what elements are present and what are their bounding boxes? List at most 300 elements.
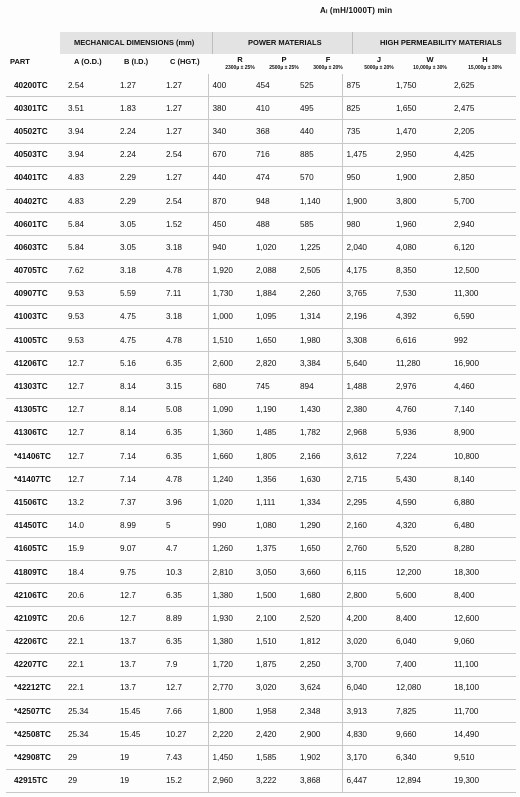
cell-a-od: 12.7 (64, 421, 116, 444)
cell-c-hgt: 7.66 (162, 700, 208, 723)
cell-part: 41306TC (6, 421, 64, 444)
cell-al-w: 1,650 (392, 97, 450, 120)
cell-al-h: 12,600 (450, 607, 516, 630)
cell-al-j: 950 (342, 166, 392, 189)
cell-al-p: 745 (252, 375, 296, 398)
cell-part: 42206TC (6, 630, 64, 653)
cell-part: 41605TC (6, 537, 64, 560)
cell-al-h: 4,460 (450, 375, 516, 398)
cell-al-h: 18,300 (450, 560, 516, 583)
cell-c-hgt: 15.2 (162, 769, 208, 792)
cell-al-f: 1,334 (296, 491, 342, 514)
table-row (6, 375, 516, 398)
cell-c-hgt: 1.27 (162, 97, 208, 120)
cell-al-j: 2,800 (342, 584, 392, 607)
cell-al-j: 3,765 (342, 282, 392, 305)
cell-b-id: 3.18 (116, 259, 162, 282)
col-header-j (358, 56, 400, 72)
group-mechanical: MECHANICAL DIMENSIONS (mm) (74, 38, 195, 47)
cell-al-j: 3,020 (342, 630, 392, 653)
cell-part: *42908TC (6, 746, 64, 769)
cell-b-id: 3.05 (116, 236, 162, 259)
cell-b-id: 2.29 (116, 166, 162, 189)
cell-al-j: 875 (342, 74, 392, 97)
col-letter: R (237, 55, 243, 64)
cell-a-od: 29 (64, 769, 116, 792)
cell-al-r: 2,220 (208, 723, 252, 746)
cell-a-od: 9.53 (64, 282, 116, 305)
cell-part: 42915TC (6, 769, 64, 792)
cell-al-w: 1,470 (392, 120, 450, 143)
cell-al-j: 1,900 (342, 189, 392, 212)
cell-al-f: 1,314 (296, 305, 342, 328)
cell-part: 42106TC (6, 584, 64, 607)
cell-al-p: 1,585 (252, 746, 296, 769)
cell-b-id: 8.14 (116, 421, 162, 444)
cell-part: 40502TC (6, 120, 64, 143)
table-row (6, 746, 516, 769)
cell-al-p: 454 (252, 74, 296, 97)
cell-a-od: 7.62 (64, 259, 116, 282)
cell-al-w: 6,340 (392, 746, 450, 769)
cell-c-hgt: 3.18 (162, 305, 208, 328)
cell-al-h: 19,300 (450, 769, 516, 792)
cell-al-r: 1,000 (208, 305, 252, 328)
table-row (6, 143, 516, 166)
al-title: Aₗ (mH/1000T) min (320, 6, 393, 15)
cell-c-hgt: 1.27 (162, 166, 208, 189)
cell-c-hgt: 4.78 (162, 259, 208, 282)
cell-c-hgt: 12.7 (162, 676, 208, 699)
cell-al-r: 1,660 (208, 445, 252, 468)
col-header-w (408, 56, 452, 72)
table-row (6, 213, 516, 236)
cell-al-j: 2,380 (342, 398, 392, 421)
cell-al-f: 2,348 (296, 700, 342, 723)
cell-al-p: 488 (252, 213, 296, 236)
cell-a-od: 5.84 (64, 213, 116, 236)
cell-al-j: 3,913 (342, 700, 392, 723)
cell-al-w: 3,800 (392, 189, 450, 212)
cell-al-h: 10,800 (450, 445, 516, 468)
cell-c-hgt: 3.15 (162, 375, 208, 398)
cell-al-h: 6,590 (450, 305, 516, 328)
cell-part: 40603TC (6, 236, 64, 259)
cell-al-p: 1,080 (252, 514, 296, 537)
cell-a-od: 25.34 (64, 723, 116, 746)
cell-al-f: 1,902 (296, 746, 342, 769)
cell-al-r: 1,510 (208, 329, 252, 352)
cell-al-w: 5,520 (392, 537, 450, 560)
table-row (6, 74, 516, 97)
cell-al-p: 1,500 (252, 584, 296, 607)
cell-part: 41206TC (6, 352, 64, 375)
cell-c-hgt: 8.89 (162, 607, 208, 630)
cell-part: 40200TC (6, 74, 64, 97)
table-row (6, 468, 516, 491)
cell-al-h: 6,120 (450, 236, 516, 259)
col-letter: F (325, 55, 331, 64)
cell-al-p: 1,375 (252, 537, 296, 560)
cell-al-p: 3,050 (252, 560, 296, 583)
cell-b-id: 7.14 (116, 468, 162, 491)
cell-a-od: 3.51 (64, 97, 116, 120)
cell-al-j: 1,475 (342, 143, 392, 166)
cell-al-f: 894 (296, 375, 342, 398)
col-letter: J (376, 55, 382, 64)
table-row (6, 236, 516, 259)
cell-al-h: 14,490 (450, 723, 516, 746)
cell-al-j: 6,447 (342, 769, 392, 792)
cell-al-h: 5,700 (450, 189, 516, 212)
cell-al-f: 1,782 (296, 421, 342, 444)
table-row (6, 305, 516, 328)
col-header-p (264, 56, 304, 72)
cell-al-r: 990 (208, 514, 252, 537)
cell-al-j: 3,308 (342, 329, 392, 352)
col-header-part: PART (10, 57, 30, 66)
cell-b-id: 12.7 (116, 584, 162, 607)
cell-al-p: 1,485 (252, 421, 296, 444)
cell-c-hgt: 6.35 (162, 421, 208, 444)
cell-a-od: 15.9 (64, 537, 116, 560)
cell-c-hgt: 4.78 (162, 468, 208, 491)
cell-al-j: 3,700 (342, 653, 392, 676)
cell-al-r: 1,090 (208, 398, 252, 421)
table-row (6, 630, 516, 653)
cell-b-id: 19 (116, 746, 162, 769)
cell-c-hgt: 5.08 (162, 398, 208, 421)
cell-part: 40601TC (6, 213, 64, 236)
col-header-a: A (O.D.) (74, 57, 102, 66)
cell-c-hgt: 10.3 (162, 560, 208, 583)
col-header-f (308, 56, 348, 72)
table-row (6, 166, 516, 189)
cell-al-f: 885 (296, 143, 342, 166)
cell-al-h: 992 (450, 329, 516, 352)
cell-a-od: 2.54 (64, 74, 116, 97)
cell-al-h: 7,140 (450, 398, 516, 421)
table-row (6, 491, 516, 514)
cell-al-j: 4,175 (342, 259, 392, 282)
cell-al-p: 3,222 (252, 769, 296, 792)
cell-al-w: 2,950 (392, 143, 450, 166)
table-row (6, 723, 516, 746)
cell-b-id: 13.7 (116, 653, 162, 676)
cell-al-p: 1,095 (252, 305, 296, 328)
cell-al-p: 2,420 (252, 723, 296, 746)
table-row (6, 329, 516, 352)
cell-al-w: 4,760 (392, 398, 450, 421)
col-perm: 5000µ ± 20% (364, 65, 394, 71)
cell-al-w: 6,040 (392, 630, 450, 653)
cell-b-id: 8.14 (116, 375, 162, 398)
cell-a-od: 4.83 (64, 189, 116, 212)
cell-al-p: 1,510 (252, 630, 296, 653)
cell-al-j: 825 (342, 97, 392, 120)
cell-al-p: 410 (252, 97, 296, 120)
cell-al-h: 2,205 (450, 120, 516, 143)
cell-b-id: 15.45 (116, 723, 162, 746)
cell-al-h: 12,500 (450, 259, 516, 282)
cell-al-p: 1,650 (252, 329, 296, 352)
cell-al-p: 2,100 (252, 607, 296, 630)
cell-part: 41506TC (6, 491, 64, 514)
cell-al-r: 1,450 (208, 746, 252, 769)
cell-al-r: 450 (208, 213, 252, 236)
cell-al-r: 1,720 (208, 653, 252, 676)
cell-al-w: 4,392 (392, 305, 450, 328)
cell-c-hgt: 6.35 (162, 630, 208, 653)
cell-al-f: 2,250 (296, 653, 342, 676)
table-row (6, 352, 516, 375)
cell-al-j: 1,488 (342, 375, 392, 398)
cell-c-hgt: 1.27 (162, 74, 208, 97)
table-row (6, 97, 516, 120)
cell-al-p: 1,884 (252, 282, 296, 305)
cell-al-p: 716 (252, 143, 296, 166)
cell-al-f: 1,680 (296, 584, 342, 607)
table-row (6, 398, 516, 421)
table-row (6, 769, 516, 792)
cell-al-w: 1,750 (392, 74, 450, 97)
cell-al-w: 2,976 (392, 375, 450, 398)
cell-al-p: 1,875 (252, 653, 296, 676)
cell-al-w: 4,590 (392, 491, 450, 514)
cell-a-od: 12.7 (64, 398, 116, 421)
cell-al-r: 870 (208, 189, 252, 212)
cell-al-f: 2,900 (296, 723, 342, 746)
cell-al-h: 2,475 (450, 97, 516, 120)
cell-al-f: 3,384 (296, 352, 342, 375)
cell-al-h: 11,100 (450, 653, 516, 676)
cell-al-r: 1,240 (208, 468, 252, 491)
cell-a-od: 25.34 (64, 700, 116, 723)
cell-c-hgt: 3.96 (162, 491, 208, 514)
cell-a-od: 12.7 (64, 352, 116, 375)
cell-al-r: 1,730 (208, 282, 252, 305)
cell-al-w: 8,400 (392, 607, 450, 630)
cell-al-f: 1,225 (296, 236, 342, 259)
cell-al-j: 4,830 (342, 723, 392, 746)
cell-al-w: 5,600 (392, 584, 450, 607)
cell-al-w: 6,616 (392, 329, 450, 352)
col-header-b: B (I.D.) (124, 57, 149, 66)
cell-part: 41450TC (6, 514, 64, 537)
table-row (6, 259, 516, 282)
cell-al-p: 368 (252, 120, 296, 143)
cell-part: *42507TC (6, 700, 64, 723)
cell-al-f: 570 (296, 166, 342, 189)
cell-a-od: 29 (64, 746, 116, 769)
cell-part: 42109TC (6, 607, 64, 630)
cell-a-od: 9.53 (64, 329, 116, 352)
cell-c-hgt: 1.27 (162, 120, 208, 143)
cell-al-j: 2,760 (342, 537, 392, 560)
group-divider (212, 32, 213, 54)
cell-al-j: 6,040 (342, 676, 392, 699)
cell-b-id: 4.75 (116, 305, 162, 328)
col-header-c: C (HGT.) (170, 57, 200, 66)
cell-part: *42508TC (6, 723, 64, 746)
cell-al-h: 8,140 (450, 468, 516, 491)
col-perm: 10,000µ ± 30% (413, 65, 447, 71)
cell-al-f: 1,812 (296, 630, 342, 653)
table-row (6, 514, 516, 537)
cell-c-hgt: 10.27 (162, 723, 208, 746)
cell-a-od: 22.1 (64, 676, 116, 699)
cell-c-hgt: 5 (162, 514, 208, 537)
cell-al-w: 5,430 (392, 468, 450, 491)
cell-a-od: 20.6 (64, 607, 116, 630)
cell-al-p: 1,190 (252, 398, 296, 421)
cell-b-id: 2.29 (116, 189, 162, 212)
cell-al-h: 9,510 (450, 746, 516, 769)
cell-al-f: 2,520 (296, 607, 342, 630)
cell-al-r: 380 (208, 97, 252, 120)
cell-al-r: 1,380 (208, 630, 252, 653)
cell-al-j: 2,715 (342, 468, 392, 491)
cell-al-f: 2,505 (296, 259, 342, 282)
cell-al-j: 2,040 (342, 236, 392, 259)
cell-al-j: 2,196 (342, 305, 392, 328)
cell-al-p: 3,020 (252, 676, 296, 699)
cell-al-r: 340 (208, 120, 252, 143)
cell-a-od: 9.53 (64, 305, 116, 328)
cell-al-f: 1,980 (296, 329, 342, 352)
cell-al-h: 2,850 (450, 166, 516, 189)
cell-b-id: 9.07 (116, 537, 162, 560)
cell-al-h: 11,300 (450, 282, 516, 305)
group-high-permeability: HIGH PERMEABILITY MATERIALS (380, 38, 502, 47)
cell-al-w: 11,280 (392, 352, 450, 375)
cell-b-id: 9.75 (116, 560, 162, 583)
cell-part: 40401TC (6, 166, 64, 189)
col-perm: 2500µ ± 25% (269, 65, 299, 71)
cell-b-id: 5.16 (116, 352, 162, 375)
cell-a-od: 14.0 (64, 514, 116, 537)
cell-c-hgt: 6.35 (162, 584, 208, 607)
cell-al-p: 1,356 (252, 468, 296, 491)
table-row (6, 700, 516, 723)
cell-al-w: 7,224 (392, 445, 450, 468)
cell-al-f: 2,260 (296, 282, 342, 305)
cell-part: *42212TC (6, 676, 64, 699)
cell-part: 40705TC (6, 259, 64, 282)
cell-b-id: 3.05 (116, 213, 162, 236)
cell-al-h: 8,280 (450, 537, 516, 560)
cell-al-r: 2,810 (208, 560, 252, 583)
cell-c-hgt: 7.11 (162, 282, 208, 305)
cell-al-p: 2,820 (252, 352, 296, 375)
cell-c-hgt: 7.43 (162, 746, 208, 769)
cell-c-hgt: 3.18 (162, 236, 208, 259)
cell-a-od: 12.7 (64, 468, 116, 491)
cell-al-f: 3,868 (296, 769, 342, 792)
cell-part: 41305TC (6, 398, 64, 421)
cell-al-j: 3,170 (342, 746, 392, 769)
cell-al-h: 11,700 (450, 700, 516, 723)
cell-al-f: 525 (296, 74, 342, 97)
table-row (6, 653, 516, 676)
cell-al-w: 4,320 (392, 514, 450, 537)
cell-al-h: 8,900 (450, 421, 516, 444)
cell-c-hgt: 2.54 (162, 189, 208, 212)
cell-al-r: 2,770 (208, 676, 252, 699)
cell-part: 40907TC (6, 282, 64, 305)
cell-b-id: 19 (116, 769, 162, 792)
cell-part: *41406TC (6, 445, 64, 468)
table-row (6, 120, 516, 143)
cell-al-j: 980 (342, 213, 392, 236)
cell-al-j: 6,115 (342, 560, 392, 583)
col-perm: 3000µ ± 20% (313, 65, 343, 71)
cell-a-od: 13.2 (64, 491, 116, 514)
cell-al-w: 8,350 (392, 259, 450, 282)
cell-al-r: 680 (208, 375, 252, 398)
cell-al-f: 1,430 (296, 398, 342, 421)
cell-al-j: 735 (342, 120, 392, 143)
cell-part: 40301TC (6, 97, 64, 120)
cell-al-f: 3,660 (296, 560, 342, 583)
cell-b-id: 15.45 (116, 700, 162, 723)
cell-al-f: 1,140 (296, 189, 342, 212)
cell-al-r: 1,930 (208, 607, 252, 630)
cell-al-j: 5,640 (342, 352, 392, 375)
cell-c-hgt: 2.54 (162, 143, 208, 166)
cell-al-r: 1,800 (208, 700, 252, 723)
cell-b-id: 2.24 (116, 143, 162, 166)
cell-al-h: 2,940 (450, 213, 516, 236)
cell-al-h: 2,625 (450, 74, 516, 97)
cell-al-j: 4,200 (342, 607, 392, 630)
cell-al-w: 1,960 (392, 213, 450, 236)
table-row (6, 676, 516, 699)
cell-al-r: 1,360 (208, 421, 252, 444)
cell-al-h: 4,425 (450, 143, 516, 166)
cell-b-id: 7.37 (116, 491, 162, 514)
table-row (6, 282, 516, 305)
cell-c-hgt: 6.35 (162, 352, 208, 375)
cell-al-j: 2,295 (342, 491, 392, 514)
cell-al-p: 474 (252, 166, 296, 189)
cell-al-j: 2,968 (342, 421, 392, 444)
cell-al-w: 4,080 (392, 236, 450, 259)
cell-al-f: 1,290 (296, 514, 342, 537)
cell-b-id: 5.59 (116, 282, 162, 305)
cell-al-w: 5,936 (392, 421, 450, 444)
cell-al-h: 16,900 (450, 352, 516, 375)
cell-al-h: 8,400 (450, 584, 516, 607)
cell-part: 41809TC (6, 560, 64, 583)
cell-al-r: 440 (208, 166, 252, 189)
cell-part: 41003TC (6, 305, 64, 328)
cell-al-r: 1,380 (208, 584, 252, 607)
cell-al-r: 1,260 (208, 537, 252, 560)
cell-c-hgt: 1.52 (162, 213, 208, 236)
col-letter: W (426, 55, 434, 64)
cell-a-od: 20.6 (64, 584, 116, 607)
col-header-h (462, 56, 508, 72)
col-letter: P (281, 55, 287, 64)
cell-al-r: 670 (208, 143, 252, 166)
cell-al-w: 12,200 (392, 560, 450, 583)
cell-b-id: 13.7 (116, 630, 162, 653)
cell-al-j: 3,612 (342, 445, 392, 468)
cell-al-p: 1,111 (252, 491, 296, 514)
cell-a-od: 12.7 (64, 375, 116, 398)
cell-al-r: 940 (208, 236, 252, 259)
